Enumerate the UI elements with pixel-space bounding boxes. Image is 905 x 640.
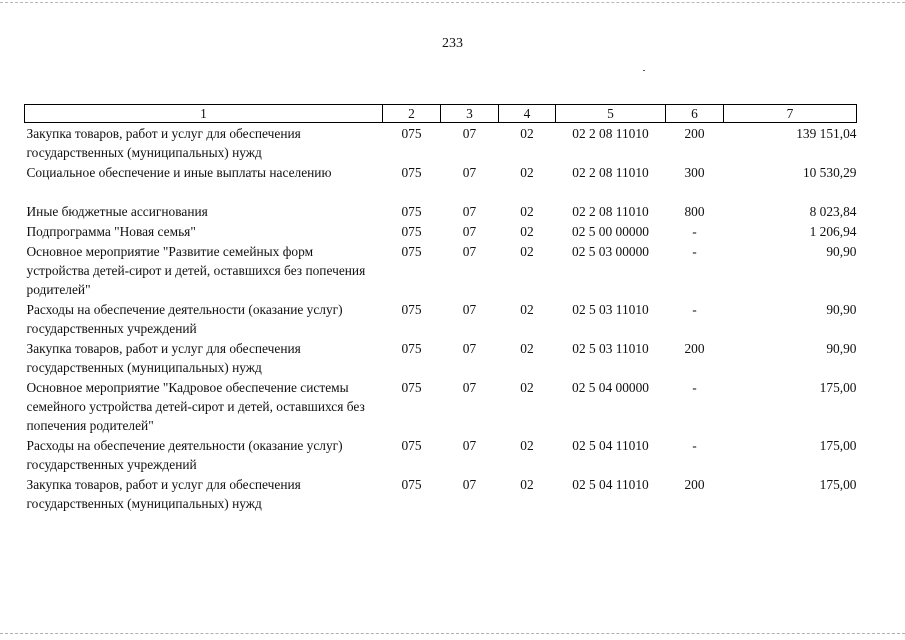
ministry-code: 075 bbox=[401, 302, 422, 317]
section-code: 07 bbox=[462, 341, 477, 356]
subsection-code: 02 bbox=[520, 224, 534, 239]
expense-type-code: 300 bbox=[684, 165, 705, 180]
subsection-code: 02 bbox=[520, 302, 534, 317]
table-row bbox=[25, 435, 857, 474]
column-header: 3 bbox=[441, 105, 499, 123]
target-article-code: 02 5 03 11010 bbox=[572, 341, 649, 356]
target-article-code: 02 5 03 11010 bbox=[572, 302, 649, 317]
expense-name: Основное мероприятие "Развитие семейных форм устройства детей-сирот и детей, оставшихся без попечения родителей" bbox=[26, 244, 366, 297]
amount: 90,90 bbox=[826, 302, 857, 317]
section-code: 07 bbox=[462, 302, 477, 317]
table-row bbox=[25, 162, 857, 201]
expense-type-code: 200 bbox=[684, 341, 705, 356]
ministry-code: 075 bbox=[401, 380, 422, 395]
section-code: 07 bbox=[462, 204, 477, 219]
expense-type-code: 800 bbox=[684, 204, 705, 219]
subsection-code: 02 bbox=[520, 165, 534, 180]
subsection-code: 02 bbox=[520, 126, 534, 141]
expense-name: Закупка товаров, работ и услуг для обеспечения государственных (муниципальных) нужд bbox=[26, 126, 301, 160]
target-article-code: 02 2 08 11010 bbox=[572, 165, 649, 180]
expense-type-code: - bbox=[692, 224, 697, 239]
expense-name: Расходы на обеспечение деятельности (оказание услуг) государственных учреждений bbox=[26, 438, 343, 472]
expense-type-code: - bbox=[692, 302, 697, 317]
scan-artifact-bottom-line bbox=[0, 633, 905, 634]
expense-type-code: - bbox=[692, 438, 697, 453]
ministry-code: 075 bbox=[401, 165, 422, 180]
expense-type-code: - bbox=[692, 380, 697, 395]
section-code: 07 bbox=[462, 477, 477, 492]
table-row bbox=[25, 338, 857, 377]
subsection-code: 02 bbox=[520, 204, 534, 219]
section-code: 07 bbox=[462, 224, 477, 239]
ministry-code: 075 bbox=[401, 244, 422, 259]
column-header: 6 bbox=[666, 105, 724, 123]
target-article-code: 02 5 04 11010 bbox=[572, 438, 649, 453]
scan-speck bbox=[643, 70, 645, 71]
expense-name: Закупка товаров, работ и услуг для обеспечения государственных (муниципальных) нужд bbox=[26, 477, 301, 511]
amount: 90,90 bbox=[826, 244, 857, 259]
column-header: 7 bbox=[724, 105, 857, 123]
table-row bbox=[25, 123, 857, 163]
column-header: 1 bbox=[25, 105, 383, 123]
section-code: 07 bbox=[462, 438, 477, 453]
section-code: 07 bbox=[462, 380, 477, 395]
table-row bbox=[25, 377, 857, 435]
ministry-code: 075 bbox=[401, 224, 422, 239]
column-header: 5 bbox=[556, 105, 666, 123]
table-header-row bbox=[25, 105, 857, 123]
target-article-code: 02 5 03 00000 bbox=[572, 244, 649, 259]
section-code: 07 bbox=[462, 244, 477, 259]
expense-name: Иные бюджетные ассигнования bbox=[26, 204, 208, 219]
amount: 175,00 bbox=[819, 477, 857, 492]
subsection-code: 02 bbox=[520, 477, 534, 492]
target-article-code: 02 5 00 00000 bbox=[572, 224, 649, 239]
subsection-code: 02 bbox=[520, 244, 534, 259]
table-row bbox=[25, 474, 857, 513]
expense-type-code: 200 bbox=[684, 126, 705, 141]
table-row bbox=[25, 299, 857, 338]
amount: 90,90 bbox=[826, 341, 857, 356]
scan-artifact-top-line bbox=[0, 2, 905, 3]
column-header: 2 bbox=[383, 105, 441, 123]
target-article-code: 02 5 04 00000 bbox=[572, 380, 649, 395]
amount: 175,00 bbox=[819, 380, 857, 395]
amount: 10 530,29 bbox=[802, 165, 857, 180]
page-number: 233 bbox=[442, 36, 463, 51]
expense-name: Социальное обеспечение и иные выплаты населению bbox=[26, 165, 332, 180]
target-article-code: 02 2 08 11010 bbox=[572, 126, 649, 141]
amount: 8 023,84 bbox=[809, 204, 857, 219]
subsection-code: 02 bbox=[520, 380, 534, 395]
expense-type-code: 200 bbox=[684, 477, 705, 492]
column-header: 4 bbox=[499, 105, 556, 123]
target-article-code: 02 2 08 11010 bbox=[572, 204, 649, 219]
expense-name: Расходы на обеспечение деятельности (оказание услуг) государственных учреждений bbox=[26, 302, 343, 336]
budget-table bbox=[24, 104, 857, 513]
subsection-code: 02 bbox=[520, 438, 534, 453]
table-row bbox=[25, 221, 857, 241]
expense-type-code: - bbox=[692, 244, 697, 259]
ministry-code: 075 bbox=[401, 477, 422, 492]
subsection-code: 02 bbox=[520, 341, 534, 356]
ministry-code: 075 bbox=[401, 204, 422, 219]
target-article-code: 02 5 04 11010 bbox=[572, 477, 649, 492]
expense-name: Основное мероприятие "Кадровое обеспечение системы семейного устройства детей-сирот и детей, оставшихся без попечения родителей" bbox=[26, 380, 365, 433]
section-code: 07 bbox=[462, 126, 477, 141]
amount: 1 206,94 bbox=[809, 224, 857, 239]
amount: 175,00 bbox=[819, 438, 857, 453]
ministry-code: 075 bbox=[401, 438, 422, 453]
expense-name: Подпрограмма "Новая семья" bbox=[26, 224, 196, 239]
table-row bbox=[25, 241, 857, 299]
table-row bbox=[25, 201, 857, 221]
ministry-code: 075 bbox=[401, 126, 422, 141]
section-code: 07 bbox=[462, 165, 477, 180]
amount: 139 151,04 bbox=[796, 126, 857, 141]
expense-name: Закупка товаров, работ и услуг для обеспечения государственных (муниципальных) нужд bbox=[26, 341, 301, 375]
ministry-code: 075 bbox=[401, 341, 422, 356]
